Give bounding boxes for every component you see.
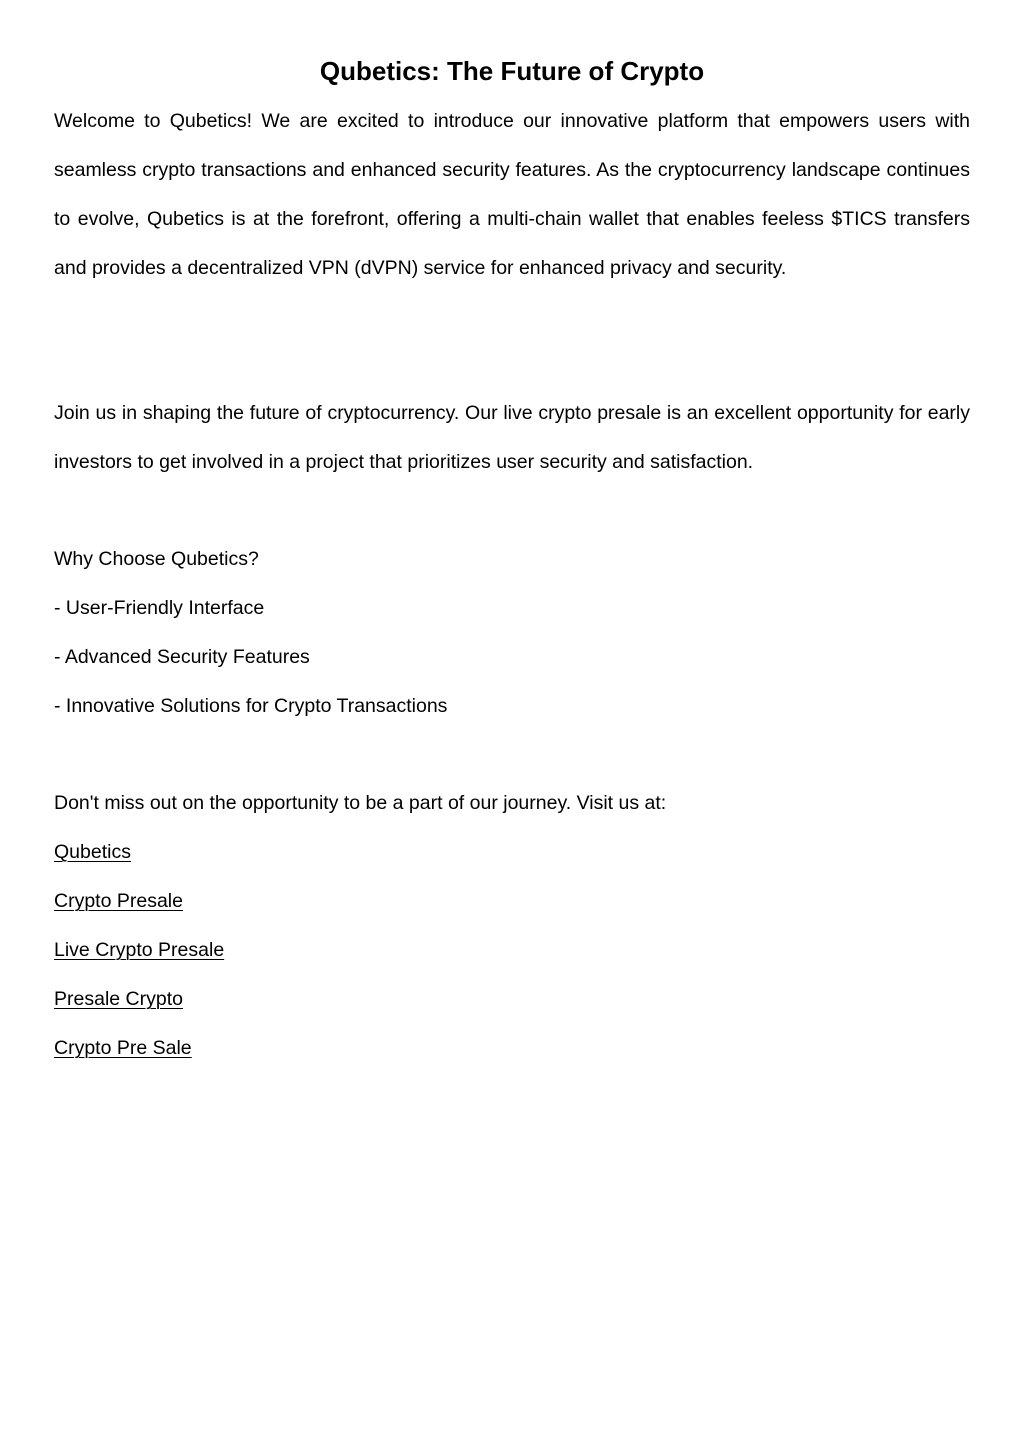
intro-paragraph: Welcome to Qubetics! We are excited to introduce our innovative platform that empowers users with seamless crypto transactions and enhanced security features. As the cryptocurrency landscape continues to evolve, Qubetics is at the forefront, offering a multi-chain wallet that enables feeless $TICS transfers and provides a decentralized VPN (dVPN) service for enhanced privacy and security. (54, 110, 970, 279)
link-qubetics[interactable]: Qubetics (54, 841, 131, 863)
link-crypto-presale[interactable]: Crypto Presale (54, 890, 183, 912)
bullet-item: - Innovative Solutions for Crypto Transactions (54, 695, 448, 717)
link-live-crypto-presale[interactable]: Live Crypto Presale (54, 939, 225, 961)
link-presale-crypto[interactable]: Presale Crypto (54, 988, 183, 1010)
bullet-item: - User-Friendly Interface (54, 597, 265, 619)
document-title: Qubetics: The Future of Crypto (319, 56, 705, 86)
presale-paragraph: Join us in shaping the future of cryptocurrency. Our live crypto presale is an excellent opportunity for early investors to get involved in a project that prioritizes user security and satisfaction. (54, 402, 970, 473)
bullet-item: - Advanced Security Features (54, 646, 310, 668)
why-choose-heading: Why Choose Qubetics? (54, 548, 259, 570)
link-crypto-pre-sale[interactable]: Crypto Pre Sale (54, 1037, 192, 1059)
visit-us-text: Don't miss out on the opportunity to be a part of our journey. Visit us at: (54, 792, 667, 814)
